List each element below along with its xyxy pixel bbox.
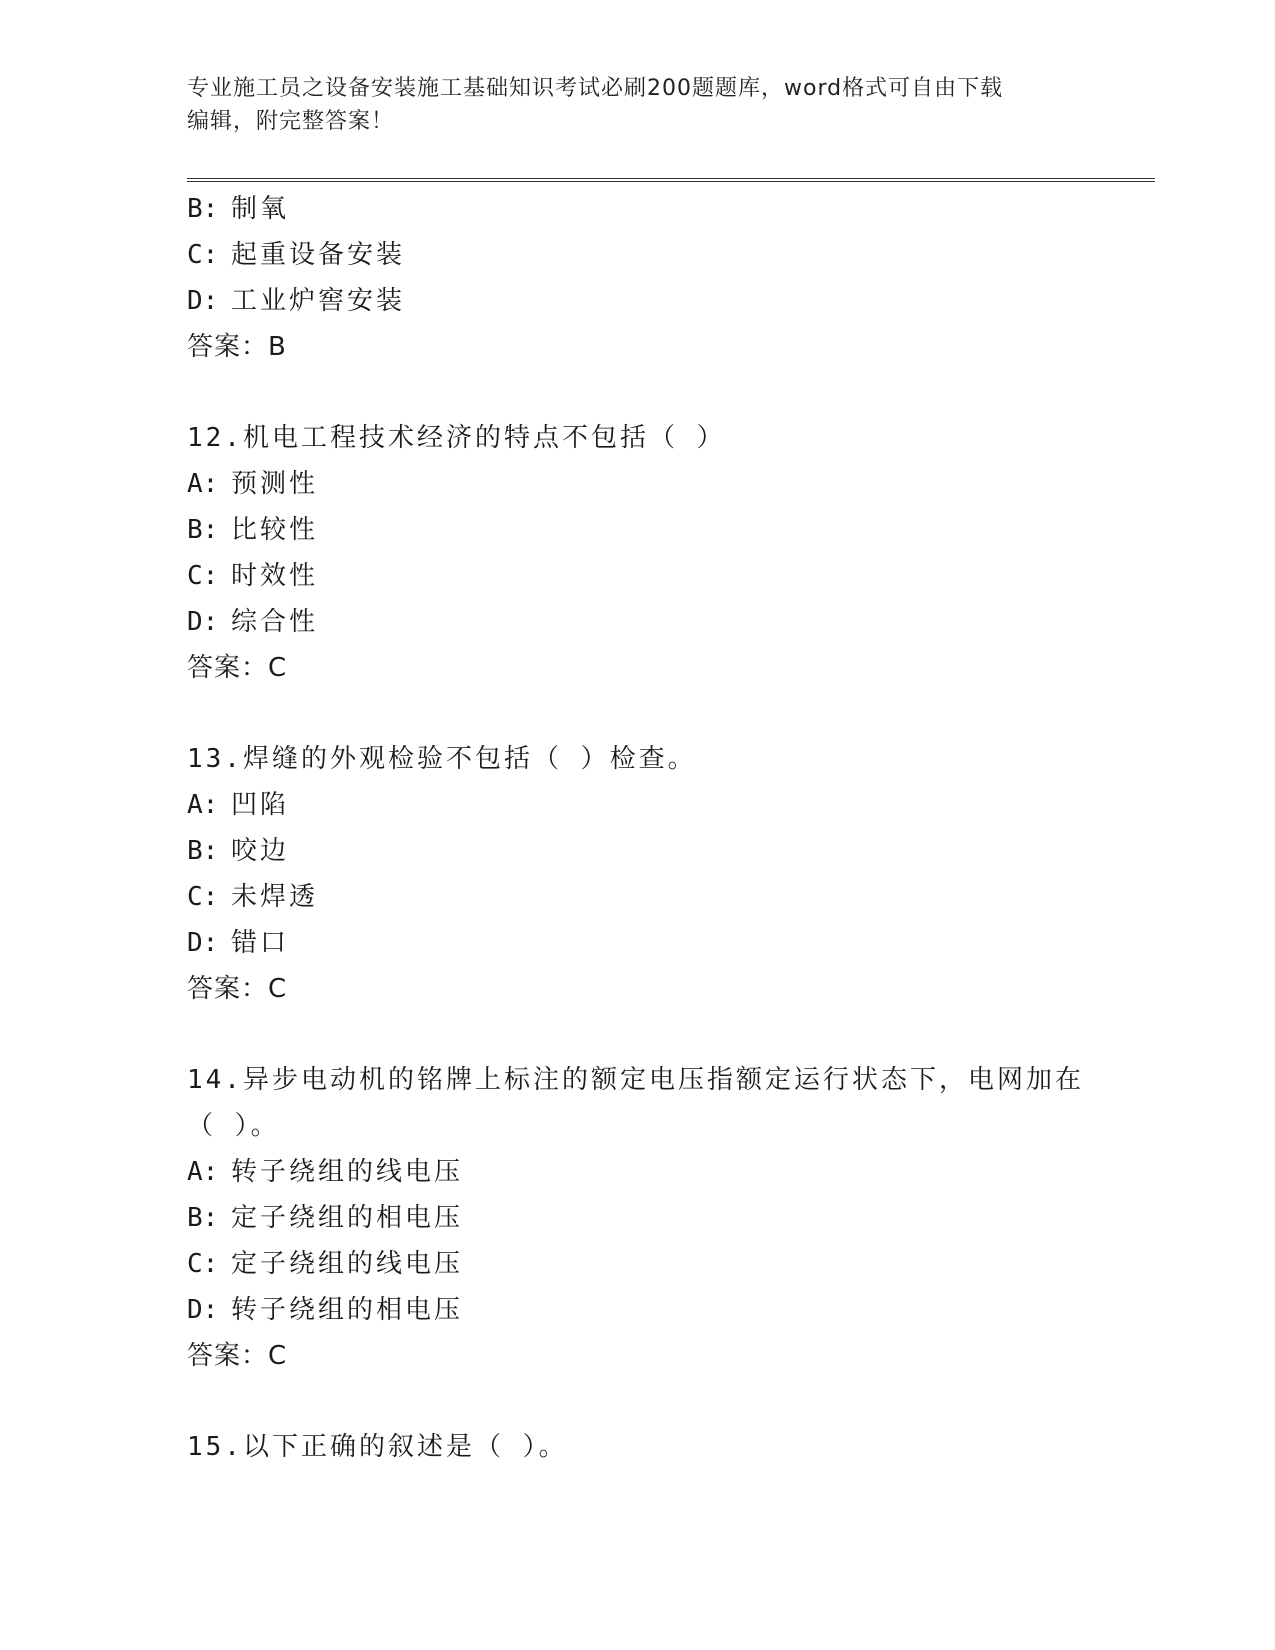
spacer bbox=[187, 1012, 1107, 1057]
answer-line: 答案：B bbox=[187, 332, 287, 362]
header-title-line-1: 专业施工员之设备安装施工基础知识考试必刷200题题库，word格式可自由下载 bbox=[187, 76, 1004, 101]
question-block-15 bbox=[187, 1424, 1107, 1470]
option-b bbox=[187, 186, 1107, 232]
header-divider bbox=[187, 178, 1155, 182]
option-text: 咬边 bbox=[231, 836, 290, 866]
option-a bbox=[187, 782, 1107, 828]
option-c bbox=[187, 553, 1107, 599]
option-label: D: bbox=[187, 928, 219, 958]
answer-line: 答案：C bbox=[187, 1341, 288, 1371]
option-label: B: bbox=[187, 836, 219, 866]
option-text: 制氧 bbox=[231, 194, 290, 224]
option-text: 工业炉窖安装 bbox=[231, 286, 406, 316]
question-block-14 bbox=[187, 1057, 1107, 1379]
question-block-13 bbox=[187, 736, 1107, 1012]
option-b bbox=[187, 507, 1107, 553]
question-stem: 12.机电工程技术经济的特点不包括（ ） bbox=[187, 423, 726, 453]
option-text: 错口 bbox=[231, 928, 290, 958]
option-label: B: bbox=[187, 194, 219, 224]
option-label: A: bbox=[187, 469, 219, 499]
option-text: 起重设备安装 bbox=[231, 240, 406, 270]
option-text: 转子绕组的相电压 bbox=[231, 1295, 464, 1325]
option-text: 预测性 bbox=[231, 469, 319, 499]
option-c bbox=[187, 874, 1107, 920]
option-label: C: bbox=[187, 1249, 219, 1279]
option-b bbox=[187, 828, 1107, 874]
option-a bbox=[187, 461, 1107, 507]
option-label: A: bbox=[187, 1157, 219, 1187]
option-label: B: bbox=[187, 1203, 219, 1233]
option-label: D: bbox=[187, 607, 219, 637]
spacer bbox=[187, 691, 1107, 736]
option-text: 定子绕组的线电压 bbox=[231, 1249, 464, 1279]
option-text: 综合性 bbox=[231, 607, 319, 637]
option-d bbox=[187, 1287, 1107, 1333]
option-text: 转子绕组的线电压 bbox=[231, 1157, 464, 1187]
question-block-12 bbox=[187, 415, 1107, 691]
option-text: 定子绕组的相电压 bbox=[231, 1203, 464, 1233]
option-label: A: bbox=[187, 790, 219, 820]
question-stem-line-2: （ ）。 bbox=[187, 1111, 280, 1141]
spacer bbox=[187, 370, 1107, 415]
option-d bbox=[187, 278, 1107, 324]
option-label: C: bbox=[187, 240, 219, 270]
question-block-11 bbox=[187, 186, 1107, 370]
question-stem-line-1: 14.异步电动机的铭牌上标注的额定电压指额定运行状态下，电网加在 bbox=[187, 1065, 1084, 1095]
option-d bbox=[187, 920, 1107, 966]
option-c bbox=[187, 232, 1107, 278]
option-label: B: bbox=[187, 515, 219, 545]
option-label: D: bbox=[187, 286, 219, 316]
question-stem: 15.以下正确的叙述是（ ）。 bbox=[187, 1432, 568, 1462]
question-list bbox=[187, 186, 1107, 1470]
option-a bbox=[187, 1149, 1107, 1195]
document-header bbox=[187, 72, 1087, 138]
option-text: 凹陷 bbox=[231, 790, 290, 820]
answer-line: 答案：C bbox=[187, 974, 288, 1004]
answer-line: 答案：C bbox=[187, 653, 288, 683]
option-text: 时效性 bbox=[231, 561, 319, 591]
option-label: C: bbox=[187, 882, 219, 912]
option-d bbox=[187, 599, 1107, 645]
option-c bbox=[187, 1241, 1107, 1287]
option-label: C: bbox=[187, 561, 219, 591]
spacer bbox=[187, 1379, 1107, 1424]
option-text: 比较性 bbox=[231, 515, 319, 545]
header-title-line-2: 编辑，附完整答案！ bbox=[187, 109, 395, 134]
option-label: D: bbox=[187, 1295, 219, 1325]
option-b bbox=[187, 1195, 1107, 1241]
question-stem: 13.焊缝的外观检验不包括（ ）检查。 bbox=[187, 744, 697, 774]
option-text: 未焊透 bbox=[231, 882, 319, 912]
